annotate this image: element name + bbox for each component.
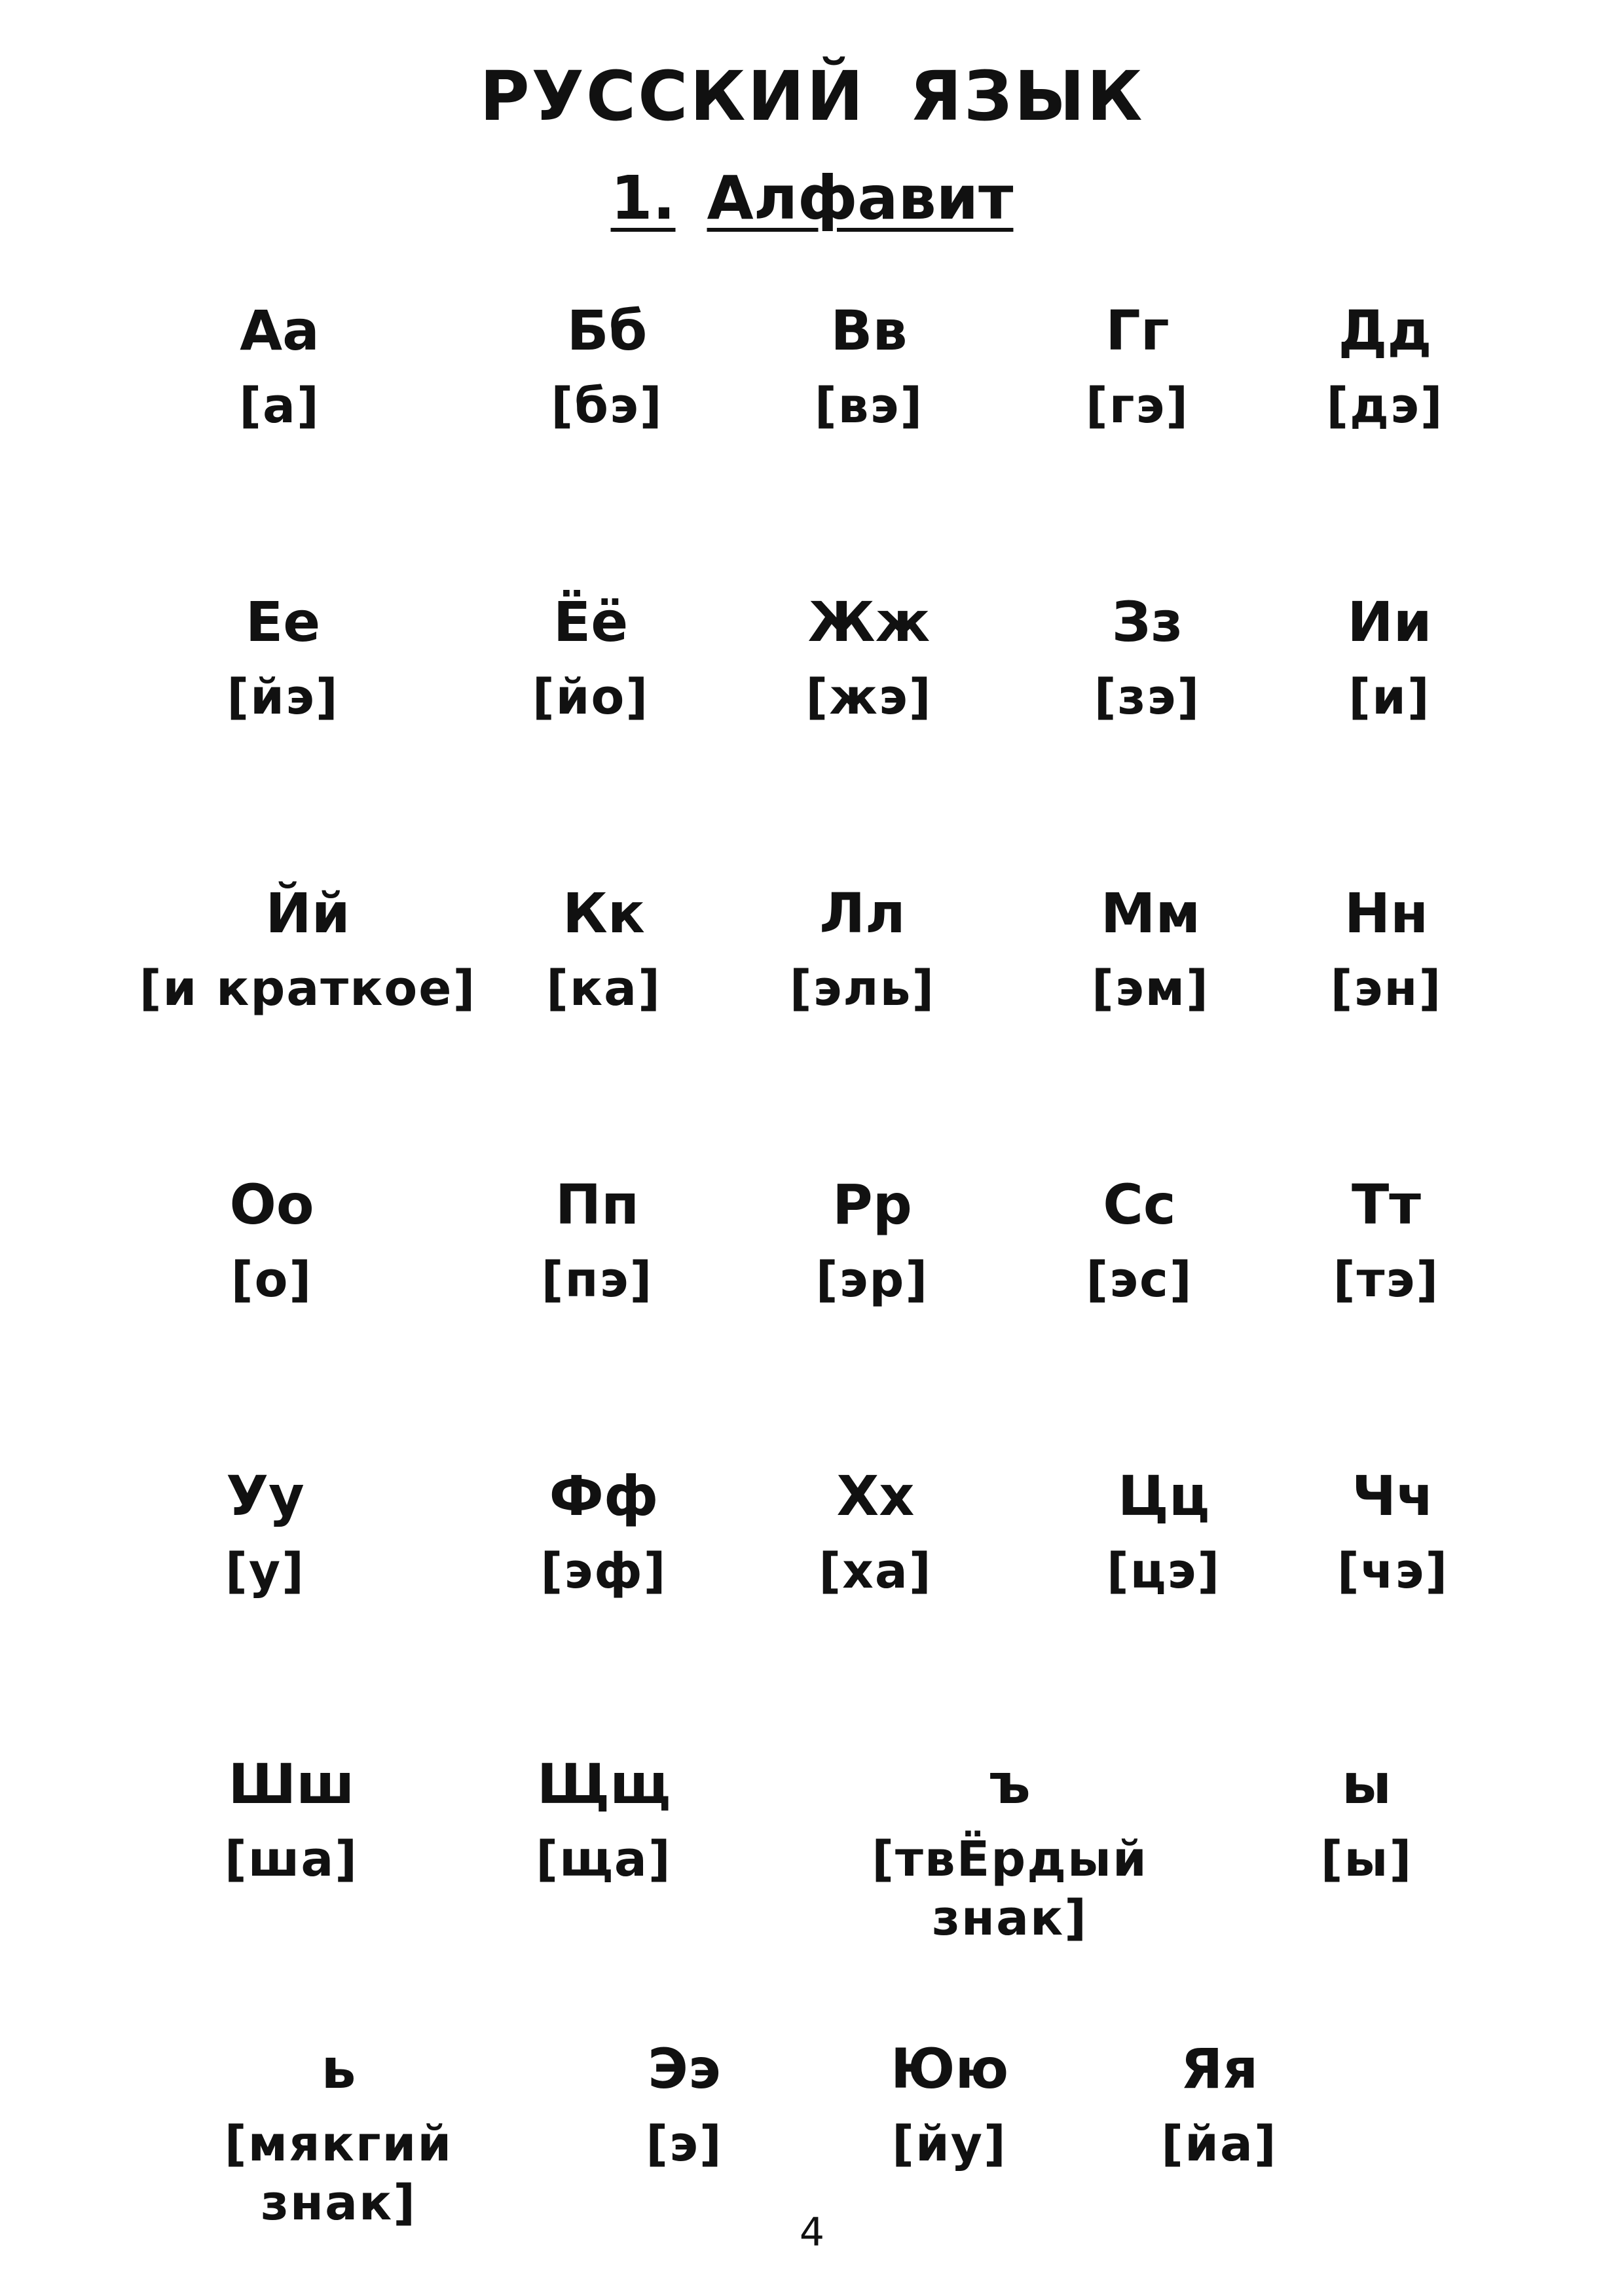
- pronunciation: [цэ]: [1106, 1543, 1221, 1599]
- letter: Зз: [1111, 590, 1183, 654]
- alphabet-entry: [826, 1751, 1193, 1946]
- letter: Нн: [1344, 881, 1429, 945]
- letter: ъ: [989, 1752, 1031, 1816]
- pronunciation: [эн]: [1330, 960, 1443, 1017]
- pronunciation: [ха]: [819, 1543, 932, 1599]
- pronunciation: [о]: [231, 1252, 313, 1308]
- pronunciation: [йо]: [532, 669, 650, 725]
- letter: Аа: [240, 299, 320, 363]
- letter: Ее: [245, 590, 321, 654]
- letter: ы: [1342, 1752, 1392, 1816]
- letter: ь: [321, 2037, 356, 2101]
- pronunciation: [йу]: [892, 2116, 1007, 2172]
- pronunciation: [жэ]: [805, 669, 932, 725]
- letter: Пп: [555, 1173, 640, 1237]
- letter: Вв: [830, 299, 908, 363]
- letter: Рр: [832, 1173, 912, 1237]
- letter: Ии: [1347, 590, 1432, 654]
- letter: Щщ: [536, 1752, 671, 1816]
- letter: Цц: [1117, 1464, 1210, 1528]
- pronunciation: [чэ]: [1337, 1543, 1449, 1599]
- pronunciation: [твЁрдый знак]: [872, 1831, 1148, 1946]
- pronunciation: [у]: [225, 1543, 305, 1599]
- alphabet-entry: [420, 1751, 787, 1889]
- letter: Бб: [566, 299, 648, 363]
- pronunciation: [эр]: [815, 1252, 929, 1308]
- alphabet-entry: [1203, 1172, 1570, 1309]
- pronunciation: [гэ]: [1085, 378, 1190, 434]
- pronunciation: [эль]: [789, 960, 936, 1017]
- letter: Мм: [1100, 881, 1201, 945]
- alphabet-entry: [88, 1172, 455, 1309]
- letter: Оо: [229, 1173, 314, 1237]
- pronunciation: [ща]: [536, 1831, 672, 1887]
- pronunciation: [пэ]: [541, 1252, 654, 1308]
- letter: Шш: [228, 1752, 355, 1816]
- letter: Хх: [836, 1464, 915, 1528]
- pronunciation: [тэ]: [1333, 1252, 1440, 1308]
- pronunciation: [и]: [1348, 669, 1431, 725]
- letter: Яя: [1180, 2037, 1259, 2101]
- letter: Кк: [563, 881, 645, 945]
- letter: Юю: [890, 2037, 1009, 2101]
- pronunciation: [ша]: [224, 1831, 359, 1887]
- letter: Гг: [1105, 299, 1170, 363]
- alphabet-entry: [1209, 1463, 1576, 1601]
- pronunciation: [вэ]: [814, 378, 924, 434]
- alphabet-entry: [96, 298, 463, 435]
- alphabet-entry: [1202, 298, 1568, 435]
- alphabet-entry: [1203, 881, 1570, 1018]
- alphabet-entry: [1183, 1751, 1550, 1889]
- page-number: 4: [799, 2210, 825, 2255]
- letter: Лл: [819, 881, 906, 945]
- pronunciation: [ка]: [546, 960, 661, 1017]
- letter: Уу: [226, 1464, 304, 1528]
- alphabet-entry: [108, 1751, 475, 1889]
- section-name: Алфавит: [707, 163, 1014, 233]
- letter: Чч: [1352, 1464, 1434, 1528]
- pronunciation: [йэ]: [227, 669, 339, 725]
- pronunciation: [э]: [646, 2116, 723, 2172]
- letter: Фф: [549, 1464, 659, 1528]
- pronunciation: [зэ]: [1094, 669, 1201, 725]
- pronunciation: [и краткое]: [139, 960, 477, 1017]
- pronunciation: [бэ]: [551, 378, 663, 434]
- letter: Дд: [1338, 299, 1432, 363]
- pronunciation: [эс]: [1086, 1252, 1193, 1308]
- alphabet-entry: [1206, 589, 1573, 727]
- pronunciation: [ы]: [1320, 1831, 1413, 1887]
- letter: Сс: [1103, 1173, 1176, 1237]
- section-heading: [0, 162, 1624, 234]
- pronunciation: [мякгий знак]: [224, 2116, 453, 2231]
- letter: Йй: [265, 881, 350, 945]
- pronunciation: [эф]: [540, 1543, 667, 1599]
- alphabet-entry: [155, 2036, 522, 2231]
- letter: Тт: [1352, 1173, 1421, 1237]
- alphabet-entry: [82, 1463, 449, 1601]
- letter: Ээ: [648, 2037, 721, 2101]
- pronunciation: [дэ]: [1326, 378, 1444, 434]
- section-number: 1.: [610, 163, 676, 233]
- page-title: РУССКИЙ ЯЗЫК: [479, 56, 1145, 136]
- alphabet-entry: [1036, 2036, 1403, 2174]
- letter: Жж: [807, 590, 931, 654]
- pronunciation: [а]: [239, 378, 320, 434]
- letter: Ёё: [553, 590, 629, 654]
- pronunciation: [йа]: [1161, 2116, 1278, 2172]
- pronunciation: [эм]: [1092, 960, 1209, 1017]
